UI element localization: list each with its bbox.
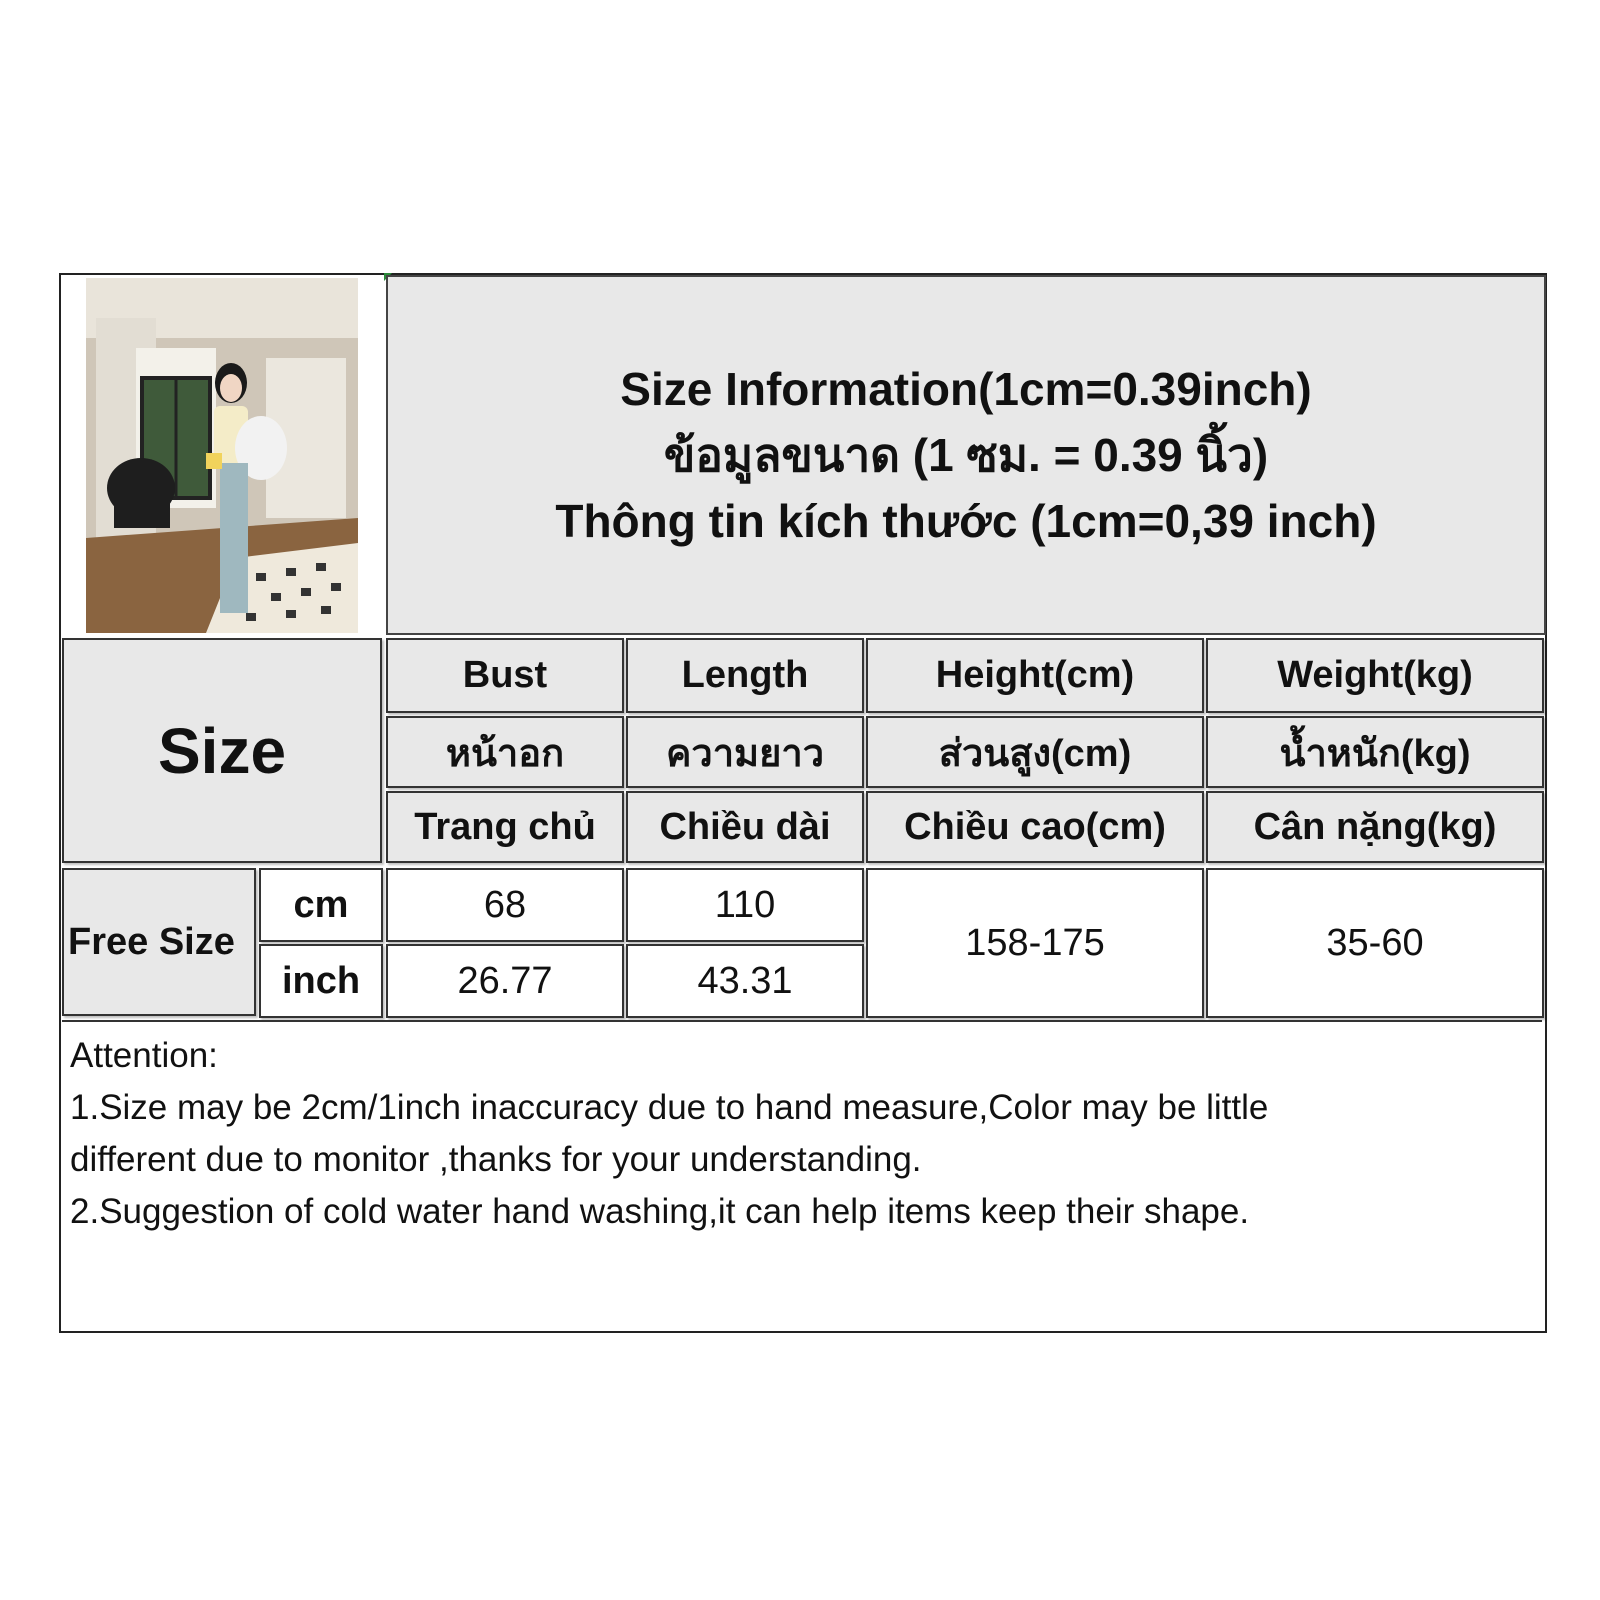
column-header-bust-en: Bust xyxy=(386,638,624,713)
column-header-weight-en: Weight(kg) xyxy=(1206,638,1544,713)
column-header-length-vi: Chiều dài xyxy=(626,791,864,863)
length-inch-value: 43.31 xyxy=(626,944,864,1018)
title-english: Size Information(1cm=0.39inch) xyxy=(620,363,1312,415)
attention-notes xyxy=(62,1020,1542,1330)
unit-inch-label: inch xyxy=(259,944,383,1018)
column-header-weight-th: น้ำหนัก(kg) xyxy=(1206,716,1544,788)
height-range-value: 158-175 xyxy=(866,868,1204,1018)
attention-line-1: 1.Size may be 2cm/1inch inaccuracy due to hand measure,Color may be little xyxy=(70,1088,1269,1127)
row-label-free-size: Free Size xyxy=(62,868,256,1016)
attention-line-2: different due to monitor ,thanks for your understanding. xyxy=(70,1140,922,1179)
column-header-height-vi: Chiều cao(cm) xyxy=(866,791,1204,863)
title-thai: ข้อมูลขนาด (1 ซม. = 0.39 นิ้ว) xyxy=(663,429,1269,481)
attention-heading: Attention: xyxy=(70,1036,218,1075)
product-photo-image xyxy=(86,278,358,633)
column-header-bust-th: หน้าอก xyxy=(386,716,624,788)
unit-cm-label: cm xyxy=(259,868,383,942)
column-header-length-th: ความยาว xyxy=(626,716,864,788)
product-photo xyxy=(86,278,358,633)
weight-range-value: 35-60 xyxy=(1206,868,1544,1018)
length-cm-value: 110 xyxy=(626,868,864,942)
bust-cm-value: 68 xyxy=(386,868,624,942)
column-header-height-en: Height(cm) xyxy=(866,638,1204,713)
title-vietnamese: Thông tin kích thước (1cm=0,39 inch) xyxy=(555,495,1377,547)
size-information-title xyxy=(386,275,1546,635)
size-header-label: Size xyxy=(157,714,287,787)
bust-inch-value: 26.77 xyxy=(386,944,624,1018)
size-header xyxy=(62,638,382,863)
attention-line-3: 2.Suggestion of cold water hand washing,it can help items keep their shape. xyxy=(70,1192,1250,1231)
column-header-bust-vi: Trang chủ xyxy=(386,791,624,863)
column-header-height-th: ส่วนสูง(cm) xyxy=(866,716,1204,788)
column-header-weight-vi: Cân nặng(kg) xyxy=(1206,791,1544,863)
column-header-length-en: Length xyxy=(626,638,864,713)
